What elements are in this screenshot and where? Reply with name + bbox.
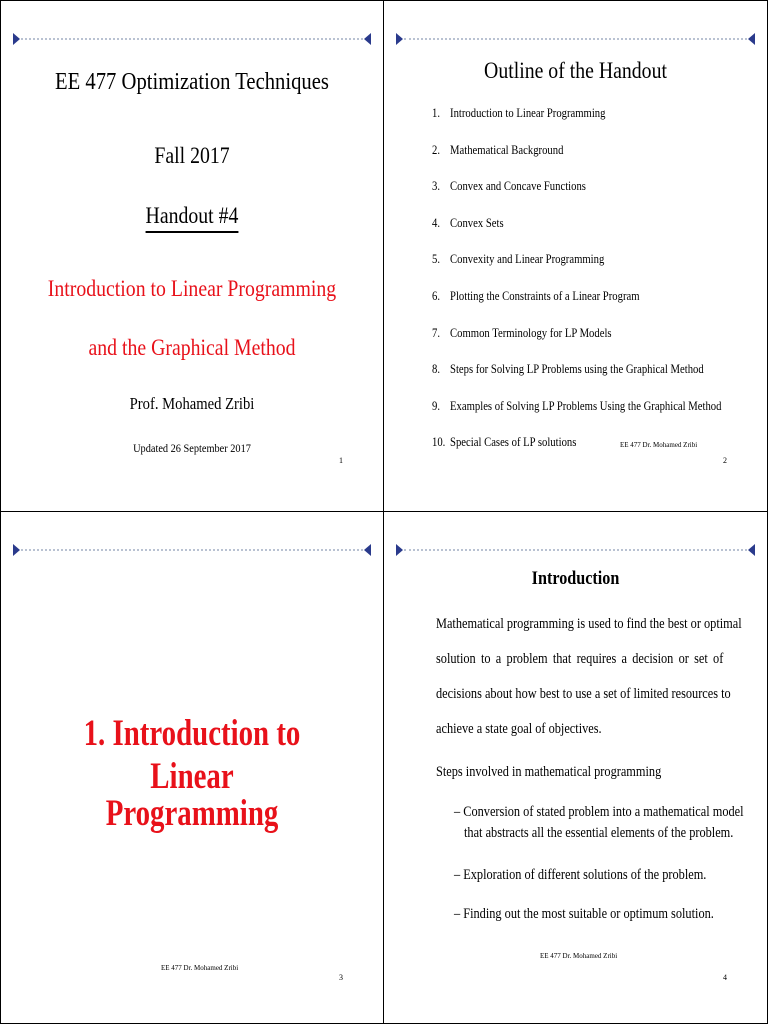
slide-3 — [0, 512, 384, 1024]
outline-item: 6. Plotting the Constraints of a Linear Program — [432, 287, 640, 303]
outline-item: 3. Convex and Concave Functions — [432, 178, 586, 194]
course-title: EE 477 Optimization Techniques — [55, 69, 329, 95]
outline-item: 5. Convexity and Linear Programming — [432, 251, 605, 267]
step-bullet: – Exploration of different solutions of the problem. — [454, 867, 707, 883]
topic-line-2: and the Graphical Method — [88, 335, 296, 360]
step-bullet: – Finding out the most suitable or optimum solution. — [454, 906, 714, 922]
page-number: 1 — [339, 456, 343, 465]
outline-item: 9. Examples of Solving LP Problems Using the Graphical Method — [432, 397, 722, 413]
slide-divider — [404, 38, 747, 40]
slide-bullet-left — [13, 33, 20, 45]
slide-1 — [0, 0, 384, 512]
slide-bullet-left — [396, 544, 403, 556]
step-bullet-continuation: that abstracts all the essential elements of the problem. — [464, 825, 734, 841]
outline-item: 8. Steps for Solving LP Problems using the Graphical Method — [432, 361, 704, 377]
outline-title: Outline of the Handout — [484, 58, 667, 83]
slide-2 — [384, 0, 768, 512]
handout-number: Handout #4 — [146, 203, 239, 233]
slide-bullet-right — [748, 544, 755, 556]
slide-4: Introduction Mathematical programming is used to find the best or optimal solution to a problem that requires a decision or set of decisions about how best to use a set of limited resources to achieve a state goal of objectives. Steps involved in mathematical programming – Conversion of stated problem into a mathematical model that abstracts all the essential elements of the problem. – Exploration of different solutions of the problem. – Finding out the most suitable or optimum solution. EE 477 Dr. Mohamed Zribi 4 — [384, 512, 768, 1024]
outline-item: 10. Special Cases of LP solutions — [432, 434, 577, 450]
section-title-line-1: 1. Introduction to Linear — [83, 713, 301, 797]
slide-bullet-left — [13, 544, 20, 556]
term: Fall 2017 — [154, 143, 230, 168]
topic-line-1: Introduction to Linear Programming — [47, 276, 337, 301]
author: Prof. Mohamed Zribi — [129, 394, 255, 413]
outline-item: 7. Common Terminology for LP Models — [432, 324, 612, 340]
slide-divider — [21, 38, 363, 40]
page-number: 4 — [723, 973, 727, 982]
outline-item: 1. Introduction to Linear Programming — [432, 105, 606, 120]
section-title-line-2: Programming — [105, 793, 279, 834]
outline-item: 2. Mathematical Background — [432, 141, 564, 157]
slide-bullet-right — [748, 33, 755, 45]
slide-bullet-left — [396, 33, 403, 45]
slide-bullet-right — [364, 33, 371, 45]
slide-divider — [404, 549, 747, 551]
slide-footer: EE 477 Dr. Mohamed Zribi — [620, 441, 698, 449]
outline-list — [432, 105, 768, 471]
updated-date: Updated 26 September 2017 — [133, 441, 251, 455]
slide-divider — [21, 549, 363, 551]
outline-item: 4. Convex Sets — [432, 214, 504, 230]
slide-footer: EE 477 Dr. Mohamed Zribi — [161, 964, 239, 972]
slide-title: Introduction — [531, 568, 620, 589]
page-number: 2 — [723, 456, 727, 465]
steps-heading: Steps involved in mathematical programming — [436, 764, 662, 780]
step-bullet: – Conversion of stated problem into a mathematical model — [454, 804, 744, 820]
page-number: 3 — [339, 973, 343, 982]
slide-footer: EE 477 Dr. Mohamed Zribi — [540, 952, 618, 960]
slide-bullet-right — [364, 544, 371, 556]
